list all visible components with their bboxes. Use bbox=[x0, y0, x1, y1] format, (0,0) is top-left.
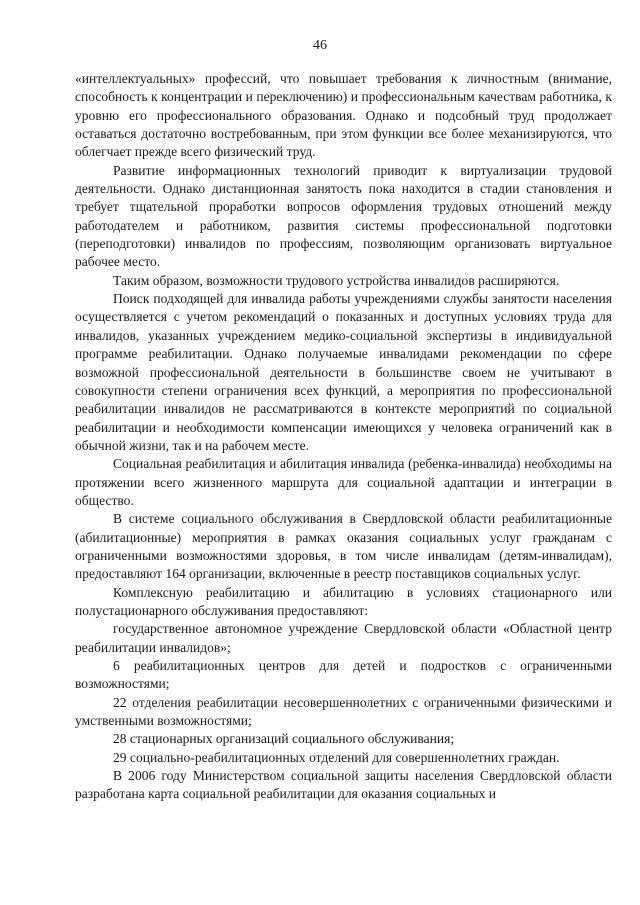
paragraph: Таким образом, возможности трудового устройства инвалидов расширяются. bbox=[113, 272, 560, 288]
paragraph: Комплексную реабилитацию и абилитацию в условиях стационарного или полустационарного обслуживания предоставляют: bbox=[75, 584, 612, 618]
list-item: 6 реабилитационных центров для детей и подростков с ограниченными возможностями; bbox=[75, 658, 612, 692]
list-item: 22 отделения реабилитации несовершеннолетних с ограниченными физическими и умственными возможностями; bbox=[75, 694, 612, 729]
paragraph: Поиск подходящей для инвалида работы учреждениями службы занятости населения осуществляется с учетом рекомендаций о показанных и доступных условиях труда для инвалидов, указанных учреждением медико-социальной экспертизы в индивидуальной программе реабилитации. Однако получаемые инвалидами рекомендации по сфере возможной профессиональной деятельности в большинстве своем не учитывают в совокупности степени ограничения всех функций, а мероприятия по профессиональной реабилитации инвалидов не рассматриваются в контексте мероприятий по социальной реабилитации и необходимости компенсации имеющихся у человека ограничений как в обычной жизни, так и на рабочем месте. bbox=[75, 291, 612, 453]
list-item: 28 стационарных организаций социального обслуживания; bbox=[113, 731, 455, 747]
paragraph: В 2006 году Министерством социальной защиты населения Свердловской области разработана карта социальной реабилитации для оказания социальных и bbox=[75, 768, 612, 802]
paragraph: В системе социального обслуживания в Свердловской области реабилитационные (абилитационные) мероприятия в рамках оказания социальных услуг гражданам с ограниченными возможностями здоровья, в том числе инвалидам (детям-инвалидам), предоставляют 164 организации, включенные в реестр поставщиков социальных услуг. bbox=[75, 511, 612, 582]
page-number: 46 bbox=[313, 38, 327, 53]
body-text bbox=[75, 70, 612, 804]
list-item: государственное автономное учреждение Свердловской области «Областной центр реабилитации инвалидов»; bbox=[75, 621, 612, 655]
list-item: 29 социально-реабилитационных отделений для совершеннолетних граждан. bbox=[113, 749, 560, 765]
paragraph: Социальная реабилитация и абилитация инвалида (ребенка-инвалида) необходимы на протяжении всего жизненного маршрута для социальной адаптации и интеграции в общество. bbox=[75, 456, 612, 508]
paragraph: Развитие информационных технологий приводит к виртуализации трудовой деятельности. Однако дистанционная занятость пока находится в стадии становления и требует тщательной проработки вопросов оформления трудовых отношений между работодателем и работником, развития системы профессиональной подготовки (переподготовки) инвалидов по профессиям, позволяющим организовать виртуальное рабочее место. bbox=[75, 162, 612, 270]
paragraph: «интеллектуальных» профессий, что повышает требования к личностным (внимание, способность к концентрации и переключению) и профессиональным качествам работника, к уровню его профессионального образования. Однако и подсобный труд продолжает оставаться достаточно востребованным, при этом функции все более механизируются, что облегчает прежде всего физический труд. bbox=[75, 71, 612, 160]
